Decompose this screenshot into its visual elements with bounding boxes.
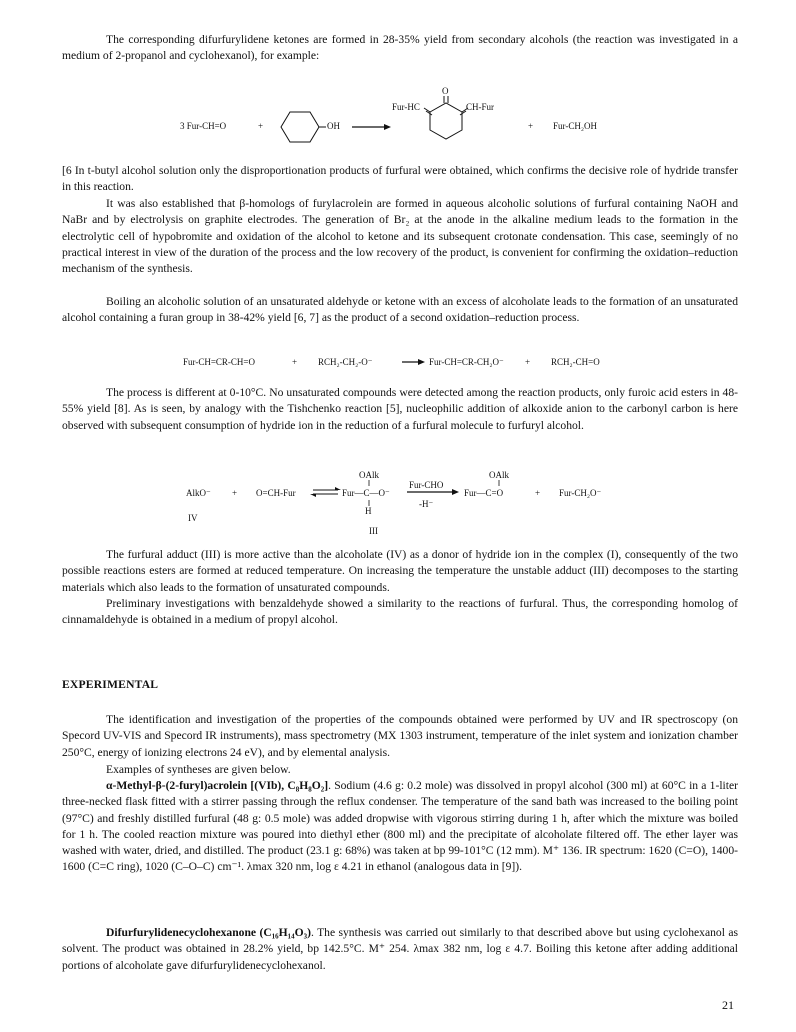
hydrogen-label: H — [365, 506, 372, 516]
paragraph-examples: Examples of syntheses are given below. — [106, 763, 291, 776]
plus-sign: + — [258, 121, 264, 131]
paragraph-adduct: The furfural adduct (III) is more active than the alcoholate (IV) as a donor of hydride ion in the complex (I), consequently of the two possible reactions esters are formed at reduced temperature. On increasing the temperature the unstable adduct (III) decomposes to the starting materials which also leads to the formation of unsaturated compounds. — [62, 548, 738, 594]
alkoxy-group: OAlk — [489, 470, 509, 480]
paragraph-boiling: Boiling an alcoholic solution of an unsaturated aldehyde or ketone with an excess of alcoholate leads to the formation of an unsaturated alcohol containing a furan group in 38-42% yield [6, 7] as the product of a second oxidation–reduction process. — [62, 295, 738, 325]
compound-title: Difurfurylidenecyclohexanone (C₁₆H₁₄O₃) — [106, 926, 311, 939]
unsaturated-alkoxide: Fur-CH=CR-CH₂O⁻ — [429, 357, 504, 367]
compound-label-iv: IV — [188, 513, 198, 523]
paragraph-difurfurylidenecyclohexanone — [62, 925, 738, 974]
alkoxide-anion: AlkO⁻ — [186, 488, 211, 498]
furfural-reagent: Fur-CHO — [409, 480, 444, 490]
procedure-text: . Sodium (4.6 g: 0.2 mole) was dissolved in propyl alcohol (300 ml) at 60°C in a 1-liter three-necked flask fitted with a stirrer passing through the reflux condenser. The temperature of the sand bath was increased to the boiling point (97°C) and freshly distilled furfural (48 g: 0.5 mole) was added dropwise with vigorous stirring during 1 h, after which the mixture was boiled for 1 h. The cooled reaction mixture was poured into diethyl ether (800 ml) and the precipitate of alcoholate filtered off. The ether layer was washed with water, dried, and distilled. The product (23.1 g: 68%) was taken at bp 99-101°C (12 mm). M⁺ 136. IR spectrum: 1620 (C=O), 1400-1600 (C=C ring), 1020 (C–O–C) cm⁻¹. λmax 320 nm, log ε 4.21 in ethanol (analogous data in [9]). — [62, 779, 738, 874]
paragraph-benzaldehyde: Preliminary investigations with benzaldehyde showed a similarity to the reactions of furfural. Thus, the corresponding homolog of cinnamaldehyde is obtained in a medium of propyl alcohol. — [62, 597, 738, 627]
product-furfuryl-alcohol: Fur-CH₂OH — [553, 121, 597, 131]
adduct: Fur—C—O⁻ — [342, 488, 390, 498]
plus-sign: + — [535, 488, 541, 498]
unsaturated-aldehyde: Fur-CH=CR-CH=O — [183, 357, 255, 367]
plus-sign: + — [232, 488, 238, 498]
section-heading: EXPERIMENTAL — [62, 678, 159, 691]
hydroxyl-label: OH — [327, 121, 340, 131]
compound-label-iii: III — [369, 526, 378, 536]
plus-sign: + — [525, 357, 531, 367]
compound-title: α-Methyl-β-(2-furyl)acrolein [(VIb), C₈H₈O₂] — [106, 779, 329, 792]
aldehyde-product: RCH₂-CH=O — [551, 357, 600, 367]
paragraph-homologs: It was also established that β-homologs of furylacrolein are formed in aqueous alcoholic solutions of furfural containing NaOH and NaBr and by electrolysis on graphite electrodes. The generation of Br₂ at the anode in the alkaline medium leads to the formation in the electrolytic cell of hypobromite and oxidation of the alcohol to ketone and its subsequent crotonate condensation. This case, seemingly of no practical interest in view of the duration of the process and the low recovery of the product, is convenient for confirming the oxidation–reduction mechanism of the synthesis. — [62, 197, 738, 276]
ester-product: Fur—C=O — [464, 488, 504, 498]
page-number: 21 — [722, 998, 734, 1012]
paragraph-methylfurylacrolein — [62, 778, 738, 876]
paragraph-process: The process is different at 0-10°C. No unsaturated compounds were detected among the reaction products, only furoic acid esters in 48-55% yield [8]. As is seen, by analogy with the Tishchenko reaction [5], nucleophilic addition of alkoxide anion to the carbonyl carbon is here observed with subsequent consumption of hydride ion in the reduction of a furfural molecule to furfuryl alcohol. — [62, 386, 738, 432]
carbonyl-oxygen-label: O — [442, 86, 449, 96]
alkoxy-group: OAlk — [359, 470, 379, 480]
procedure-text: . The synthesis was carried out similarly to that described above but using cyclohexanol as solvent. The product was obtained in 28.2% yield, bp 142.5°C. M⁺ 254. λmax 382 nm, log ε 4.7. Boiling this ketone after adding additional portions of alcoholate gave difurfurylidenecyclohexanol. — [62, 926, 738, 972]
paragraph-intro: The corresponding difurfurylidene ketones are formed in 28-35% yield from secondary alcohols (the reaction was investigated in a medium of 2-propanol and cyclohexanol), for example: — [62, 33, 738, 63]
furfuryl-alkoxide: Fur-CH₂O⁻ — [559, 488, 602, 498]
plus-sign: + — [292, 357, 298, 367]
furfural: O=CH-Fur — [256, 488, 296, 498]
furfurylidene-right: CH-Fur — [466, 102, 495, 112]
paragraph-tbutyl: [6 In t-butyl alcohol solution only the disproportionation products of furfural were obtained, which confirms the decisive role of hydride transfer in this reaction. — [62, 164, 738, 194]
hydride-loss: -H⁻ — [419, 499, 434, 509]
paragraph-identification: The identification and investigation of the properties of the compounds obtained were performed by UV and IR spectroscopy (on Specord UV-VIS and Specord IR instruments), mass spectrometry (MX 1303 instrument, temperature of the inlet system and ionization chamber 250°C, energy of ionizing electrons 24 eV), and by elemental analysis. — [62, 713, 738, 759]
furfurylidene-left: Fur-HC — [392, 102, 420, 112]
reactant-furfural: 3 Fur-CH=O — [180, 121, 227, 131]
alkoxide: RCH₂-CH₂-O⁻ — [318, 357, 373, 367]
plus-sign: + — [528, 121, 534, 131]
